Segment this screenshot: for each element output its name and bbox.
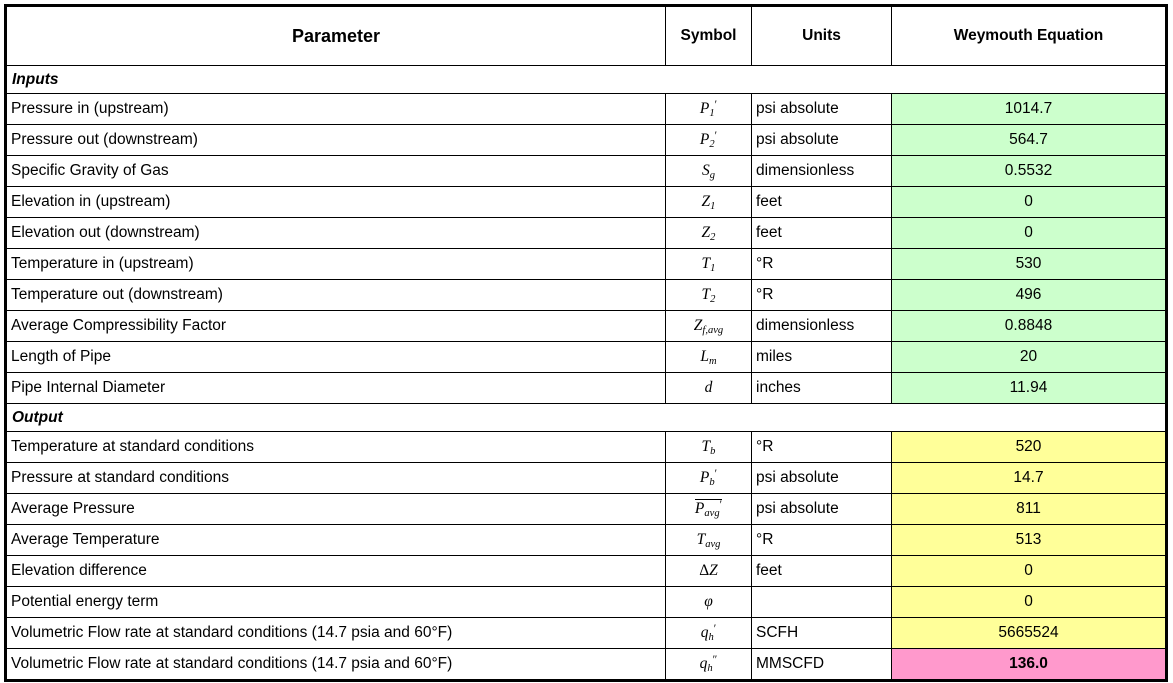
section-row-inputs	[6, 66, 1167, 94]
row-units: SCFH	[752, 618, 892, 649]
row-units: feet	[752, 187, 892, 218]
table-row	[6, 463, 1167, 494]
row-units: °R	[752, 525, 892, 556]
row-value[interactable]: 11.94	[892, 373, 1167, 404]
row-units: dimensionless	[752, 156, 892, 187]
row-symbol: $q_h''$	[666, 649, 752, 681]
row-symbol: d	[666, 373, 752, 404]
row-parameter: Average Compressibility Factor	[6, 311, 666, 342]
table-row	[6, 94, 1167, 125]
table-header	[6, 6, 1167, 66]
table-row	[6, 373, 1167, 404]
table-row	[6, 280, 1167, 311]
row-symbol: $T_2$	[666, 280, 752, 311]
weymouth-equation-table	[4, 4, 1168, 682]
row-parameter: Average Temperature	[6, 525, 666, 556]
row-parameter: Average Pressure	[6, 494, 666, 525]
row-parameter: Pipe Internal Diameter	[6, 373, 666, 404]
row-value[interactable]: 520	[892, 432, 1167, 463]
row-parameter: Temperature out (downstream)	[6, 280, 666, 311]
header-units: Units	[752, 6, 892, 66]
row-units: miles	[752, 342, 892, 373]
row-units: MMSCFD	[752, 649, 892, 681]
row-value[interactable]: 1014.7	[892, 94, 1167, 125]
row-value[interactable]: 20	[892, 342, 1167, 373]
row-units: inches	[752, 373, 892, 404]
row-parameter: Temperature at standard conditions	[6, 432, 666, 463]
table-row	[6, 432, 1167, 463]
header-parameter: Parameter	[6, 6, 666, 66]
row-value[interactable]: 14.7	[892, 463, 1167, 494]
table-row	[6, 649, 1167, 681]
row-parameter: Length of Pipe	[6, 342, 666, 373]
row-units: psi absolute	[752, 125, 892, 156]
row-value[interactable]: 0.5532	[892, 156, 1167, 187]
row-symbol: $L_m$	[666, 342, 752, 373]
table-row	[6, 342, 1167, 373]
row-units: °R	[752, 249, 892, 280]
row-symbol: $T_{avg}$	[666, 525, 752, 556]
row-value[interactable]: 0	[892, 187, 1167, 218]
row-symbol: $Z_2$	[666, 218, 752, 249]
row-parameter: Specific Gravity of Gas	[6, 156, 666, 187]
row-value[interactable]: 811	[892, 494, 1167, 525]
row-value[interactable]: 564.7	[892, 125, 1167, 156]
row-units: psi absolute	[752, 494, 892, 525]
row-units: psi absolute	[752, 463, 892, 494]
row-units	[752, 587, 892, 618]
row-value[interactable]: 0.8848	[892, 311, 1167, 342]
row-units: psi absolute	[752, 94, 892, 125]
row-parameter: Pressure at standard conditions	[6, 463, 666, 494]
row-units: °R	[752, 280, 892, 311]
section-label-inputs: Inputs	[6, 66, 1167, 94]
header-row	[6, 6, 1167, 66]
table-row	[6, 494, 1167, 525]
header-equation: Weymouth Equation	[892, 6, 1167, 66]
row-parameter: Pressure out (downstream)	[6, 125, 666, 156]
row-symbol: $Z_1$	[666, 187, 752, 218]
row-units: feet	[752, 218, 892, 249]
table-row	[6, 556, 1167, 587]
row-parameter: Pressure in (upstream)	[6, 94, 666, 125]
row-value[interactable]: 0	[892, 587, 1167, 618]
table-row	[6, 156, 1167, 187]
row-parameter: Volumetric Flow rate at standard conditions (14.7 psia and 60°F)	[6, 618, 666, 649]
row-value[interactable]: 496	[892, 280, 1167, 311]
row-units: °R	[752, 432, 892, 463]
row-symbol: $Z_{f,avg}$	[666, 311, 752, 342]
row-units: dimensionless	[752, 311, 892, 342]
header-symbol: Symbol	[666, 6, 752, 66]
row-value[interactable]: 513	[892, 525, 1167, 556]
row-value[interactable]: 5665524	[892, 618, 1167, 649]
row-symbol: $S_g$	[666, 156, 752, 187]
row-parameter: Elevation difference	[6, 556, 666, 587]
table-body	[6, 66, 1167, 681]
row-symbol: ΔZ	[666, 556, 752, 587]
row-symbol: $P_{avg}'$	[666, 494, 752, 525]
section-label-output: Output	[6, 404, 1167, 432]
row-parameter: Potential energy term	[6, 587, 666, 618]
row-symbol: $P_b'$	[666, 463, 752, 494]
table-row	[6, 587, 1167, 618]
row-parameter: Volumetric Flow rate at standard conditions (14.7 psia and 60°F)	[6, 649, 666, 681]
row-parameter: Elevation out (downstream)	[6, 218, 666, 249]
row-symbol: φ	[666, 587, 752, 618]
table-row	[6, 525, 1167, 556]
row-symbol: $T_b$	[666, 432, 752, 463]
row-symbol: $q_h'$	[666, 618, 752, 649]
table-row	[6, 311, 1167, 342]
row-value[interactable]: 0	[892, 218, 1167, 249]
row-value-result[interactable]: 136.0	[892, 649, 1167, 681]
row-symbol: $P_1'$	[666, 94, 752, 125]
row-value[interactable]: 530	[892, 249, 1167, 280]
table-row	[6, 218, 1167, 249]
table-row	[6, 187, 1167, 218]
section-row-output	[6, 404, 1167, 432]
row-parameter: Elevation in (upstream)	[6, 187, 666, 218]
table-row	[6, 125, 1167, 156]
row-units: feet	[752, 556, 892, 587]
table-row	[6, 249, 1167, 280]
row-symbol: $T_1$	[666, 249, 752, 280]
row-symbol: $P_2'$	[666, 125, 752, 156]
table-row	[6, 618, 1167, 649]
row-value[interactable]: 0	[892, 556, 1167, 587]
row-parameter: Temperature in (upstream)	[6, 249, 666, 280]
